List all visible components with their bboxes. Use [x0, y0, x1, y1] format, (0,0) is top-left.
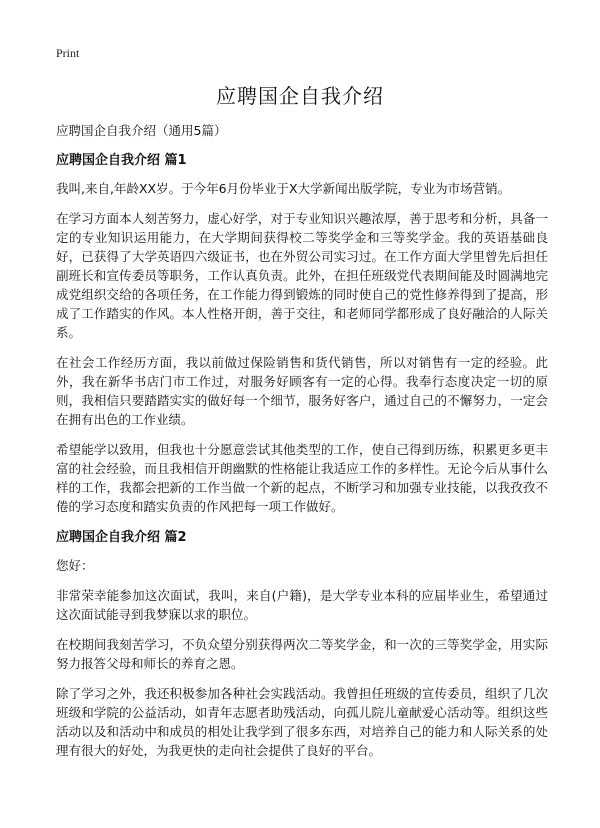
print-link[interactable]: Print — [56, 46, 80, 60]
paragraph: 在校期间我刻苦学习，不负众望分别获得两次二等奖学金，和一次的三等奖学金，用实际努力报答父母和师长的养育之恩。 — [56, 637, 548, 671]
document-subtitle: 应聘国企自我介绍（通用5篇） — [56, 123, 227, 138]
document-body — [56, 122, 548, 771]
paragraph: 我叫,来自,年龄XX岁。于今年6月份毕业于X大学新闻出版学院，专业为市场营销。 — [56, 181, 511, 196]
section-2 — [56, 529, 548, 760]
section-heading: 应聘国企自我介绍 篇2 — [56, 530, 187, 545]
section-1 — [56, 152, 548, 516]
paragraph: 非常荣幸能参加这次面试，我叫，来自(户籍)，是大学专业本科的应届毕业生，希望通过这次面试能寻到我梦寐以求的职位。 — [56, 588, 548, 622]
page-title: 应聘国企自我介绍 — [216, 84, 384, 108]
paragraph: 除了学习之外，我还积极参加各种社会实践活动。我曾担任班级的宣传委员，组织了几次班级和学院的公益活动，如青年志愿者助残活动，向孤儿院儿童献爱心活动等。组织这些活动以及和活动中和成员的相处让我学到了很多东西，对培养自己的能力和人际关系的处理有很大的好处，为我更快的走向社会提供了良好的平台。 — [56, 686, 548, 758]
paragraph: 在社会工作经历方面，我以前做过保险销售和货代销售，所以对销售有一定的经验。此外，我在新华书店门市工作过，对服务好顾客有一定的心得。我奉行态度决定一切的原则，我相信只要踏踏实实的做好每一个细节，服务好客户，通过自己的不懈努力，一定会在拥有出色的工作业绩。 — [56, 355, 548, 427]
paragraph: 希望能学以致用，但我也十分愿意尝试其他类型的工作，使自己得到历练，积累更多更丰富的社会经验，而且我相信开朗幽默的性格能让我适应工作的多样性。无论今后从事什么样的工作，我都会把新的工作当做一个新的起点，不断学习和加强专业技能，以我孜孜不倦的学习态度和踏实负责的作风把每一项工作做好。 — [56, 442, 548, 514]
paragraph: 在学习方面本人刻苦努力，虚心好学，对于专业知识兴趣浓厚，善于思考和分析，具备一定的专业知识运用能力，在大学期间获得校二等奖学金和三等奖学金。我的英语基础良好，已获得了大学英语四六级证书，也在外贸公司实习过。在工作方面大学里曾先后担任副班长和宣传委员等职务，工作认真负责。此外，在担任班级党代表期间能及时圆满地完成党组织交给的各项任务，在工作能力得到锻炼的同时使自己的党性修养得到了提高，形成了工作踏实的作风。本人性格开朗，善于交往，和老师同学都形成了良好融洽的人际关系。 — [56, 211, 548, 340]
paragraph: 您好： — [56, 558, 94, 573]
section-heading: 应聘国企自我介绍 篇1 — [56, 153, 187, 168]
